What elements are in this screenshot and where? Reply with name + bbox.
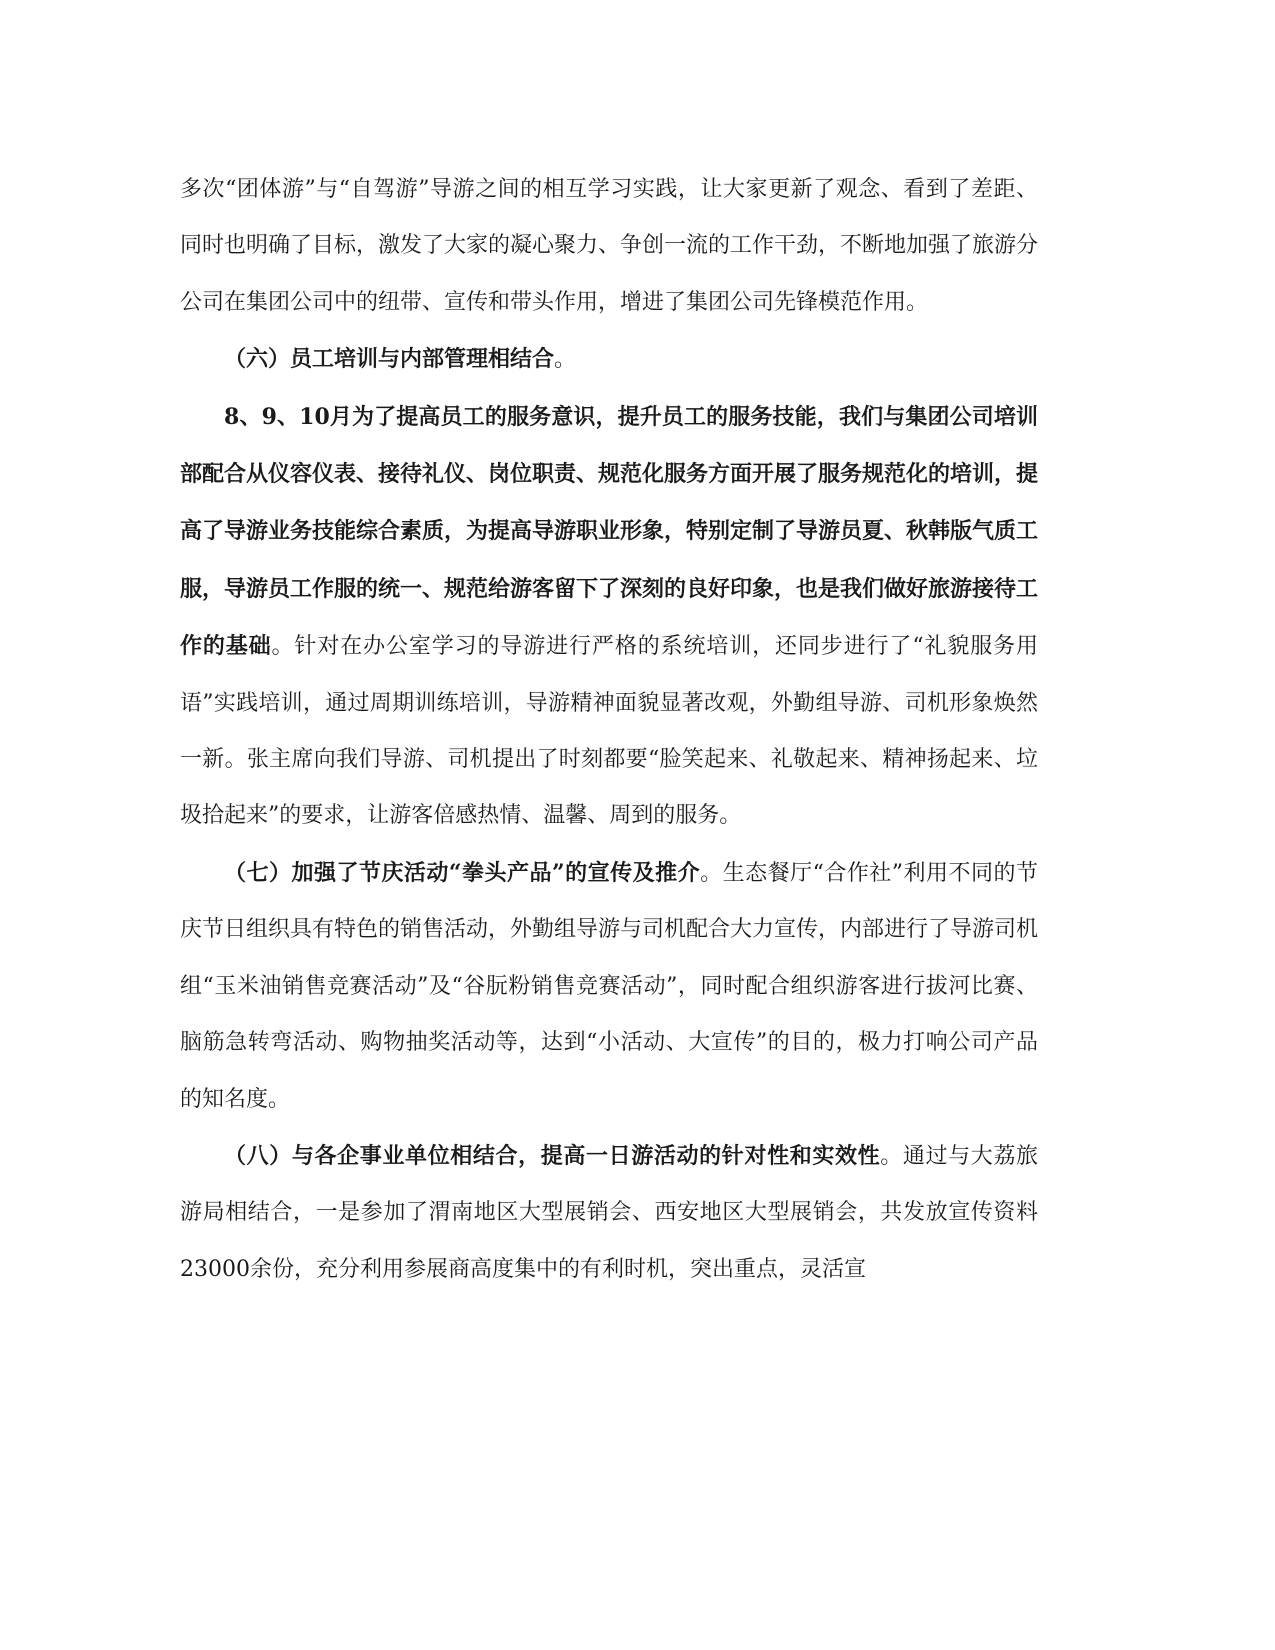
section-heading-text: （八）与各企事业单位相结合，提高一日游活动的针对性和实效性 (224, 1142, 881, 1169)
paragraph-section-seven (180, 845, 1038, 1128)
document-body (180, 162, 1038, 1298)
paragraph-training (180, 389, 1038, 845)
section-heading-six (180, 331, 1038, 388)
paragraph-bold-text: 8、9、10月为了提高员工的服务意识，提升员工的服务技能，我们与集团公司培训部配合从仪容仪表、接待礼仪、岗位职责、规范化服务方面开展了服务规范化的培训，提高了导游业务技能综合素质，为提高导游职业形象，特别定制了导游员夏、秋韩版气质工服，导游员工作服的统一、规范给游客留下了深刻的良好印象，也是我们做好旅游接待工作的基础 (180, 403, 1039, 660)
section-heading-text: （七）加强了节庆活动“拳头产品”的宣传及推介 (224, 859, 701, 886)
section-heading-punctuation: 。 (554, 347, 577, 373)
paragraph-text: 多次“团体游”与“自驾游”导游之间的相互学习实践，让大家更新了观念、看到了差距、同时也明确了目标，激发了大家的凝心聚力、争创一流的工作干劲，不断地加强了旅游分公司在集团公司中的纽带、宣传和带头作用，增进了集团公司先锋模范作用。 (180, 177, 1039, 315)
section-heading-text: （六）员工培训与内部管理相结合 (224, 346, 555, 373)
paragraph-text: 。生态餐厅“合作社”利用不同的节庆节日组织具有特色的销售活动，外勤组导游与司机配合大力宣传，内部进行了导游司机组“玉米油销售竞赛活动”及“谷朊粉销售竞赛活动”，同时配合组织游客进行拔河比赛、脑筋急转弯活动、购物抽奖活动等，达到“小活动、大宣传”的目的，极力打响公司产品的知名度。 (180, 860, 1039, 1112)
paragraph-text: 。针对在办公室学习的导游进行严格的系统培训，还同步进行了“礼貌服务用语”实践培训，通过周期训练培训，导游精神面貌显著改观，外勤组导游、司机形象焕然一新。张主席向我们导游、司机提出了时刻都要“脸笑起来、礼敬起来、精神扬起来、垃圾拾起来”的要求，让游客倍感热情、温馨、周到的服务。 (180, 634, 1038, 829)
paragraph-continuation (180, 162, 1038, 331)
paragraph-section-eight (180, 1128, 1038, 1298)
paragraph-text: 。通过与大荔旅游局相结合，一是参加了渭南地区大型展销会、西安地区大型展销会，共发放宣传资料23000余份，充分利用参展商高度集中的有利时机，突出重点，灵活宣 (180, 1143, 1038, 1282)
